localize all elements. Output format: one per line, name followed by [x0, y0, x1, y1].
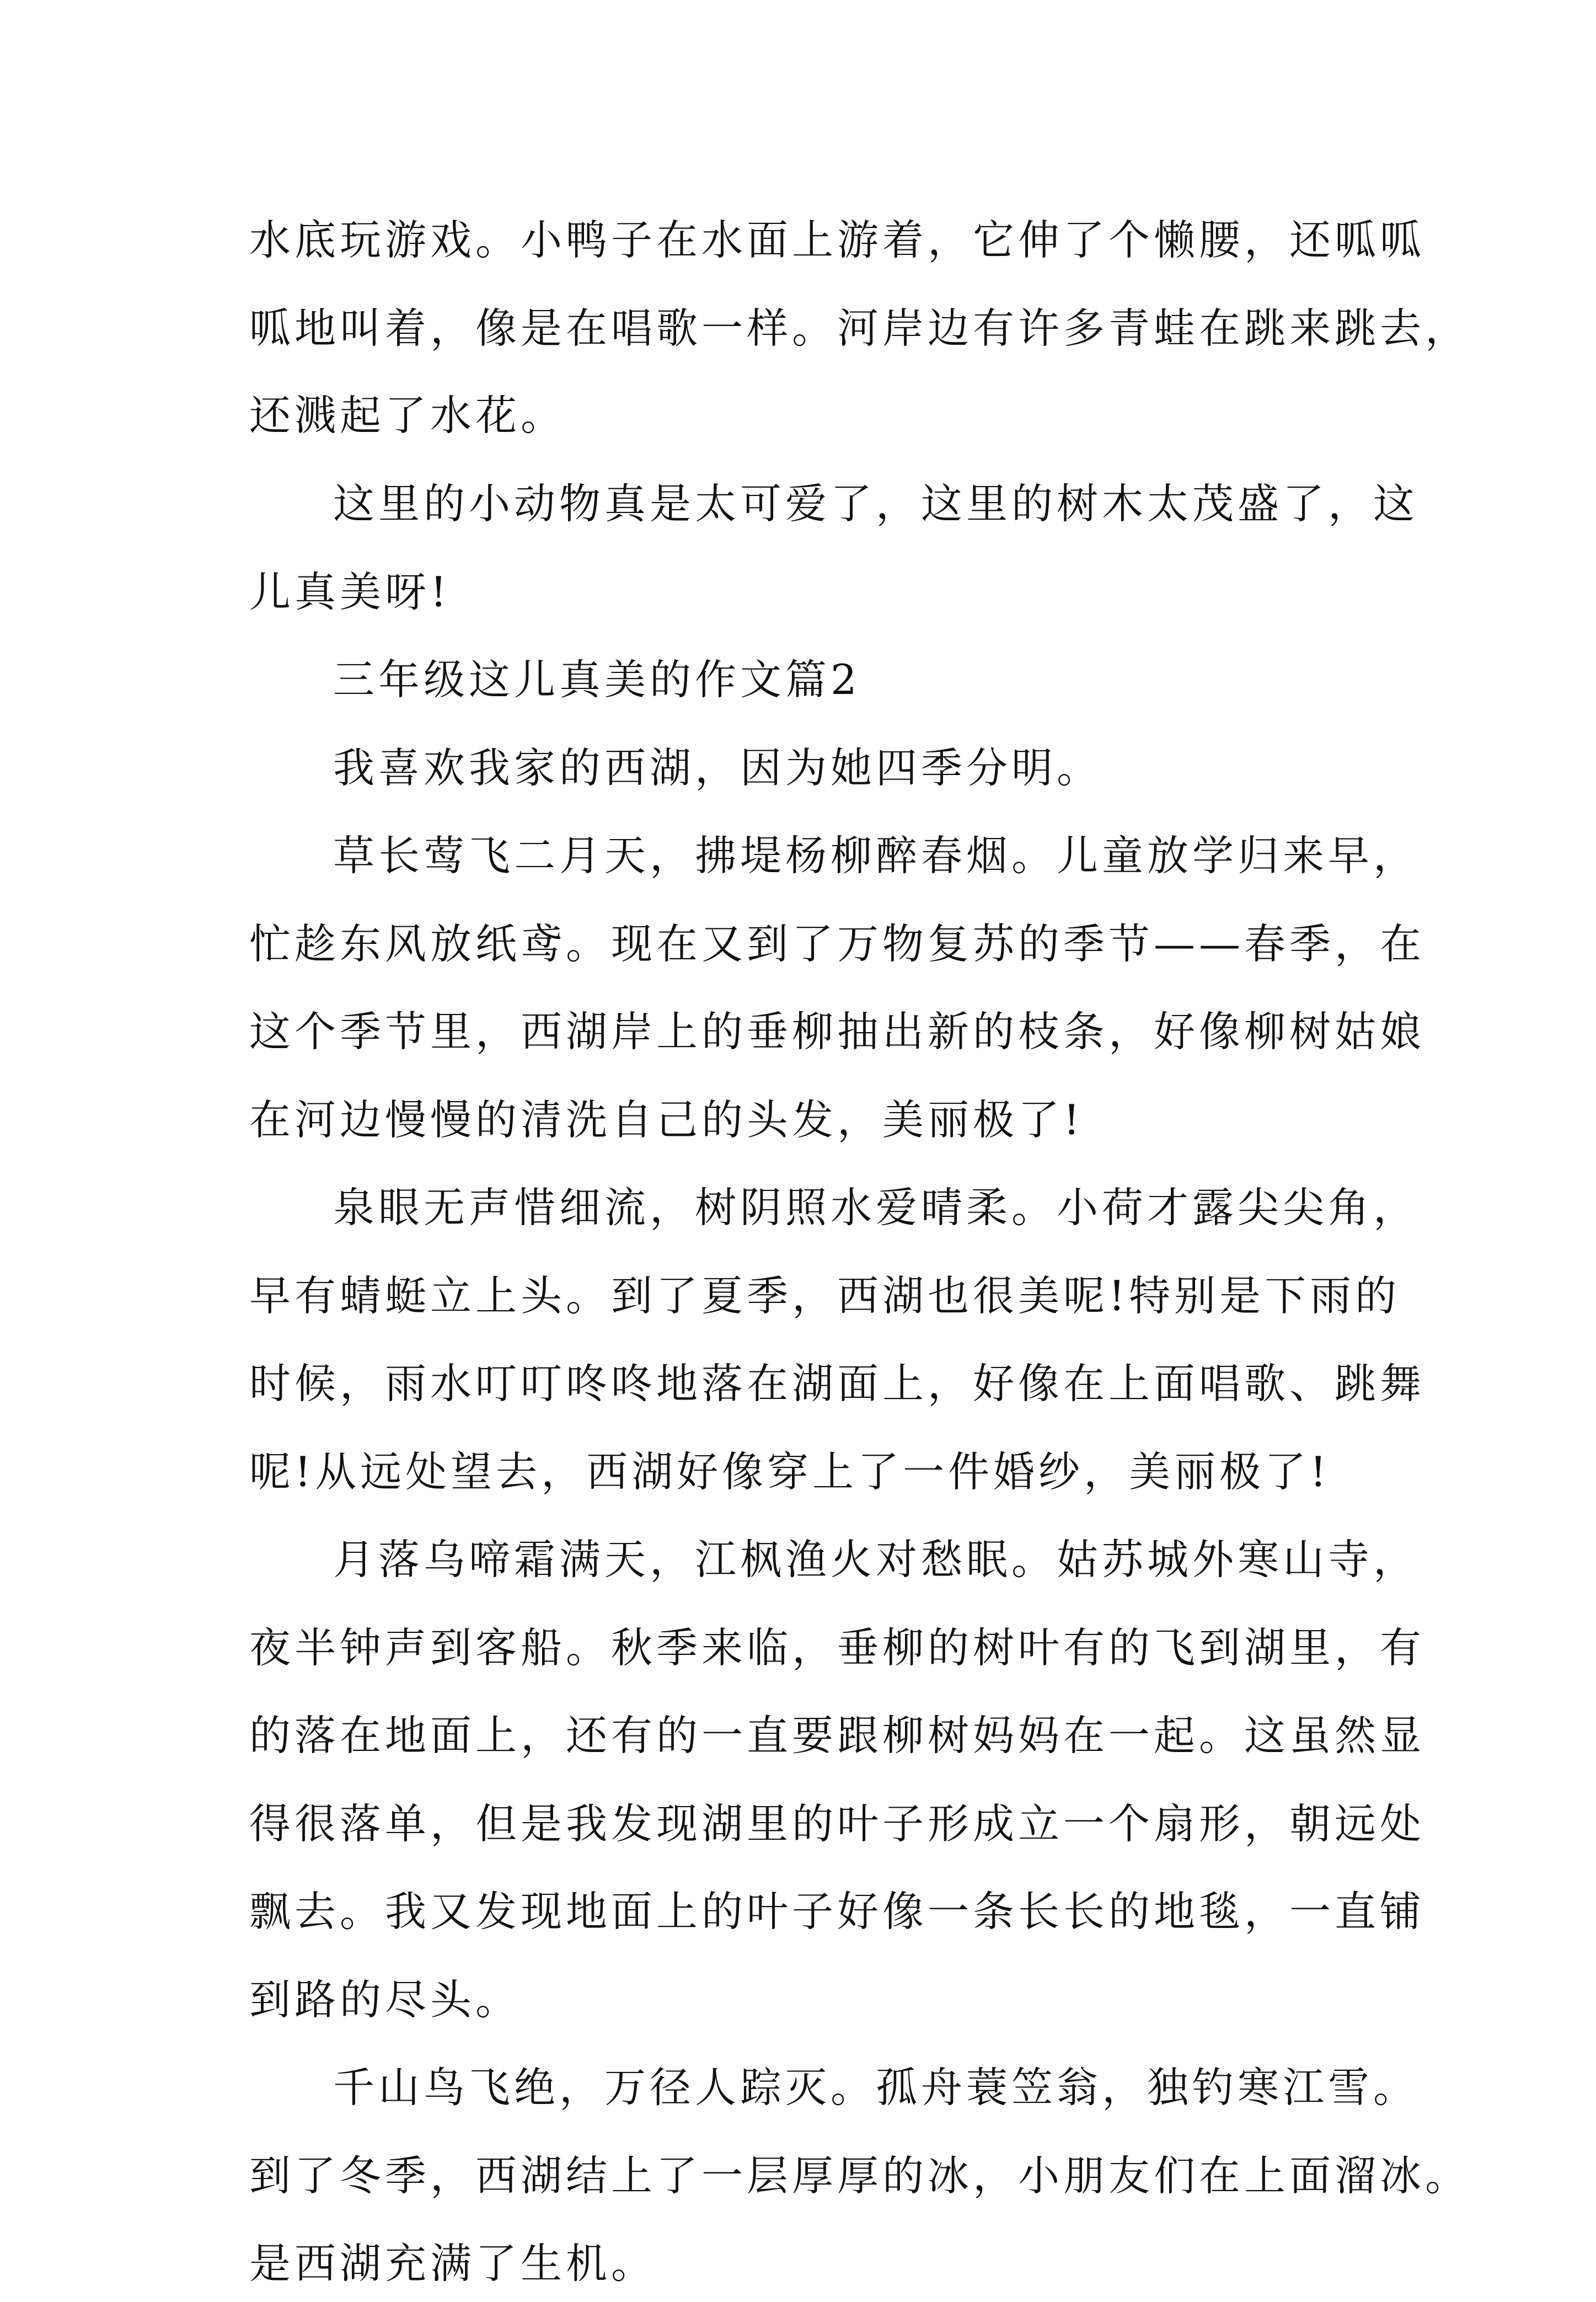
- text-line: 我喜欢我家的西湖，因为她四季分明。: [333, 744, 1102, 792]
- text-line: 呱地叫着，像是在唱歌一样。河岸边有许多青蛙在跳来跳去，: [249, 304, 1471, 352]
- text-line: 的落在地面上，还有的一直要跟柳树妈妈在一起。这虽然显: [249, 1711, 1426, 1760]
- text-line: 得很落单，但是我发现湖里的叶子形成立一个扇形，朝远处: [249, 1799, 1426, 1848]
- text-line: 到了冬季，西湖结上了一层厚厚的冰，小朋友们在上面溜冰。: [249, 2151, 1471, 2200]
- text-line: 时候，雨水叮叮咚咚地落在湖面上，好像在上面唱歌、跳舞: [249, 1359, 1426, 1408]
- text-line: 飘去。我又发现地面上的叶子好像一条长长的地毯，一直铺: [249, 1887, 1426, 1936]
- text-line: 月落乌啼霜满天，江枫渔火对愁眠。姑苏城外寒山寺，: [333, 1535, 1419, 1584]
- text-line: 儿真美呀!: [249, 568, 451, 616]
- text-line: 草长莺飞二月天，拂堤杨柳醉春烟。儿童放学归来早，: [333, 831, 1419, 880]
- text-line: 这里的小动物真是太可爱了，这里的树木太茂盛了，这: [333, 479, 1419, 528]
- text-line: 在河边慢慢的清洗自己的头发，美丽极了!: [249, 1096, 1084, 1144]
- text-line: 到路的尽头。: [249, 1975, 521, 2024]
- text-line: 这个季节里，西湖岸上的垂柳抽出新的枝条，好像柳树姑娘: [249, 1007, 1426, 1056]
- text-line: 呢!从远处望去，西湖好像穿上了一件婚纱，美丽极了!: [249, 1448, 1331, 1496]
- text-line: 还溅起了水花。: [249, 391, 566, 440]
- text-line: 水底玩游戏。小鸭子在水面上游着，它伸了个懒腰，还呱呱: [249, 216, 1426, 264]
- text-line: 夜半钟声到客船。秋季来临，垂柳的树叶有的飞到湖里，有: [249, 1623, 1426, 1672]
- text-line: 早有蜻蜓立上头。到了夏季，西湖也很美呢!特别是下雨的: [249, 1272, 1401, 1320]
- text-line: 是西湖充满了生机。: [249, 2239, 657, 2288]
- text-line: 忙趁东风放纸鸢。现在又到了万物复苏的季节——春季，在: [249, 920, 1426, 968]
- text-line: 千山鸟飞绝，万径人踪灭。孤舟蓑笠翁，独钓寒江雪。: [333, 2063, 1419, 2112]
- text-line: 泉眼无声惜细流，树阴照水爱晴柔。小荷才露尖尖角，: [333, 1183, 1419, 1232]
- section-heading: 三年级这儿真美的作文篇2: [333, 655, 861, 704]
